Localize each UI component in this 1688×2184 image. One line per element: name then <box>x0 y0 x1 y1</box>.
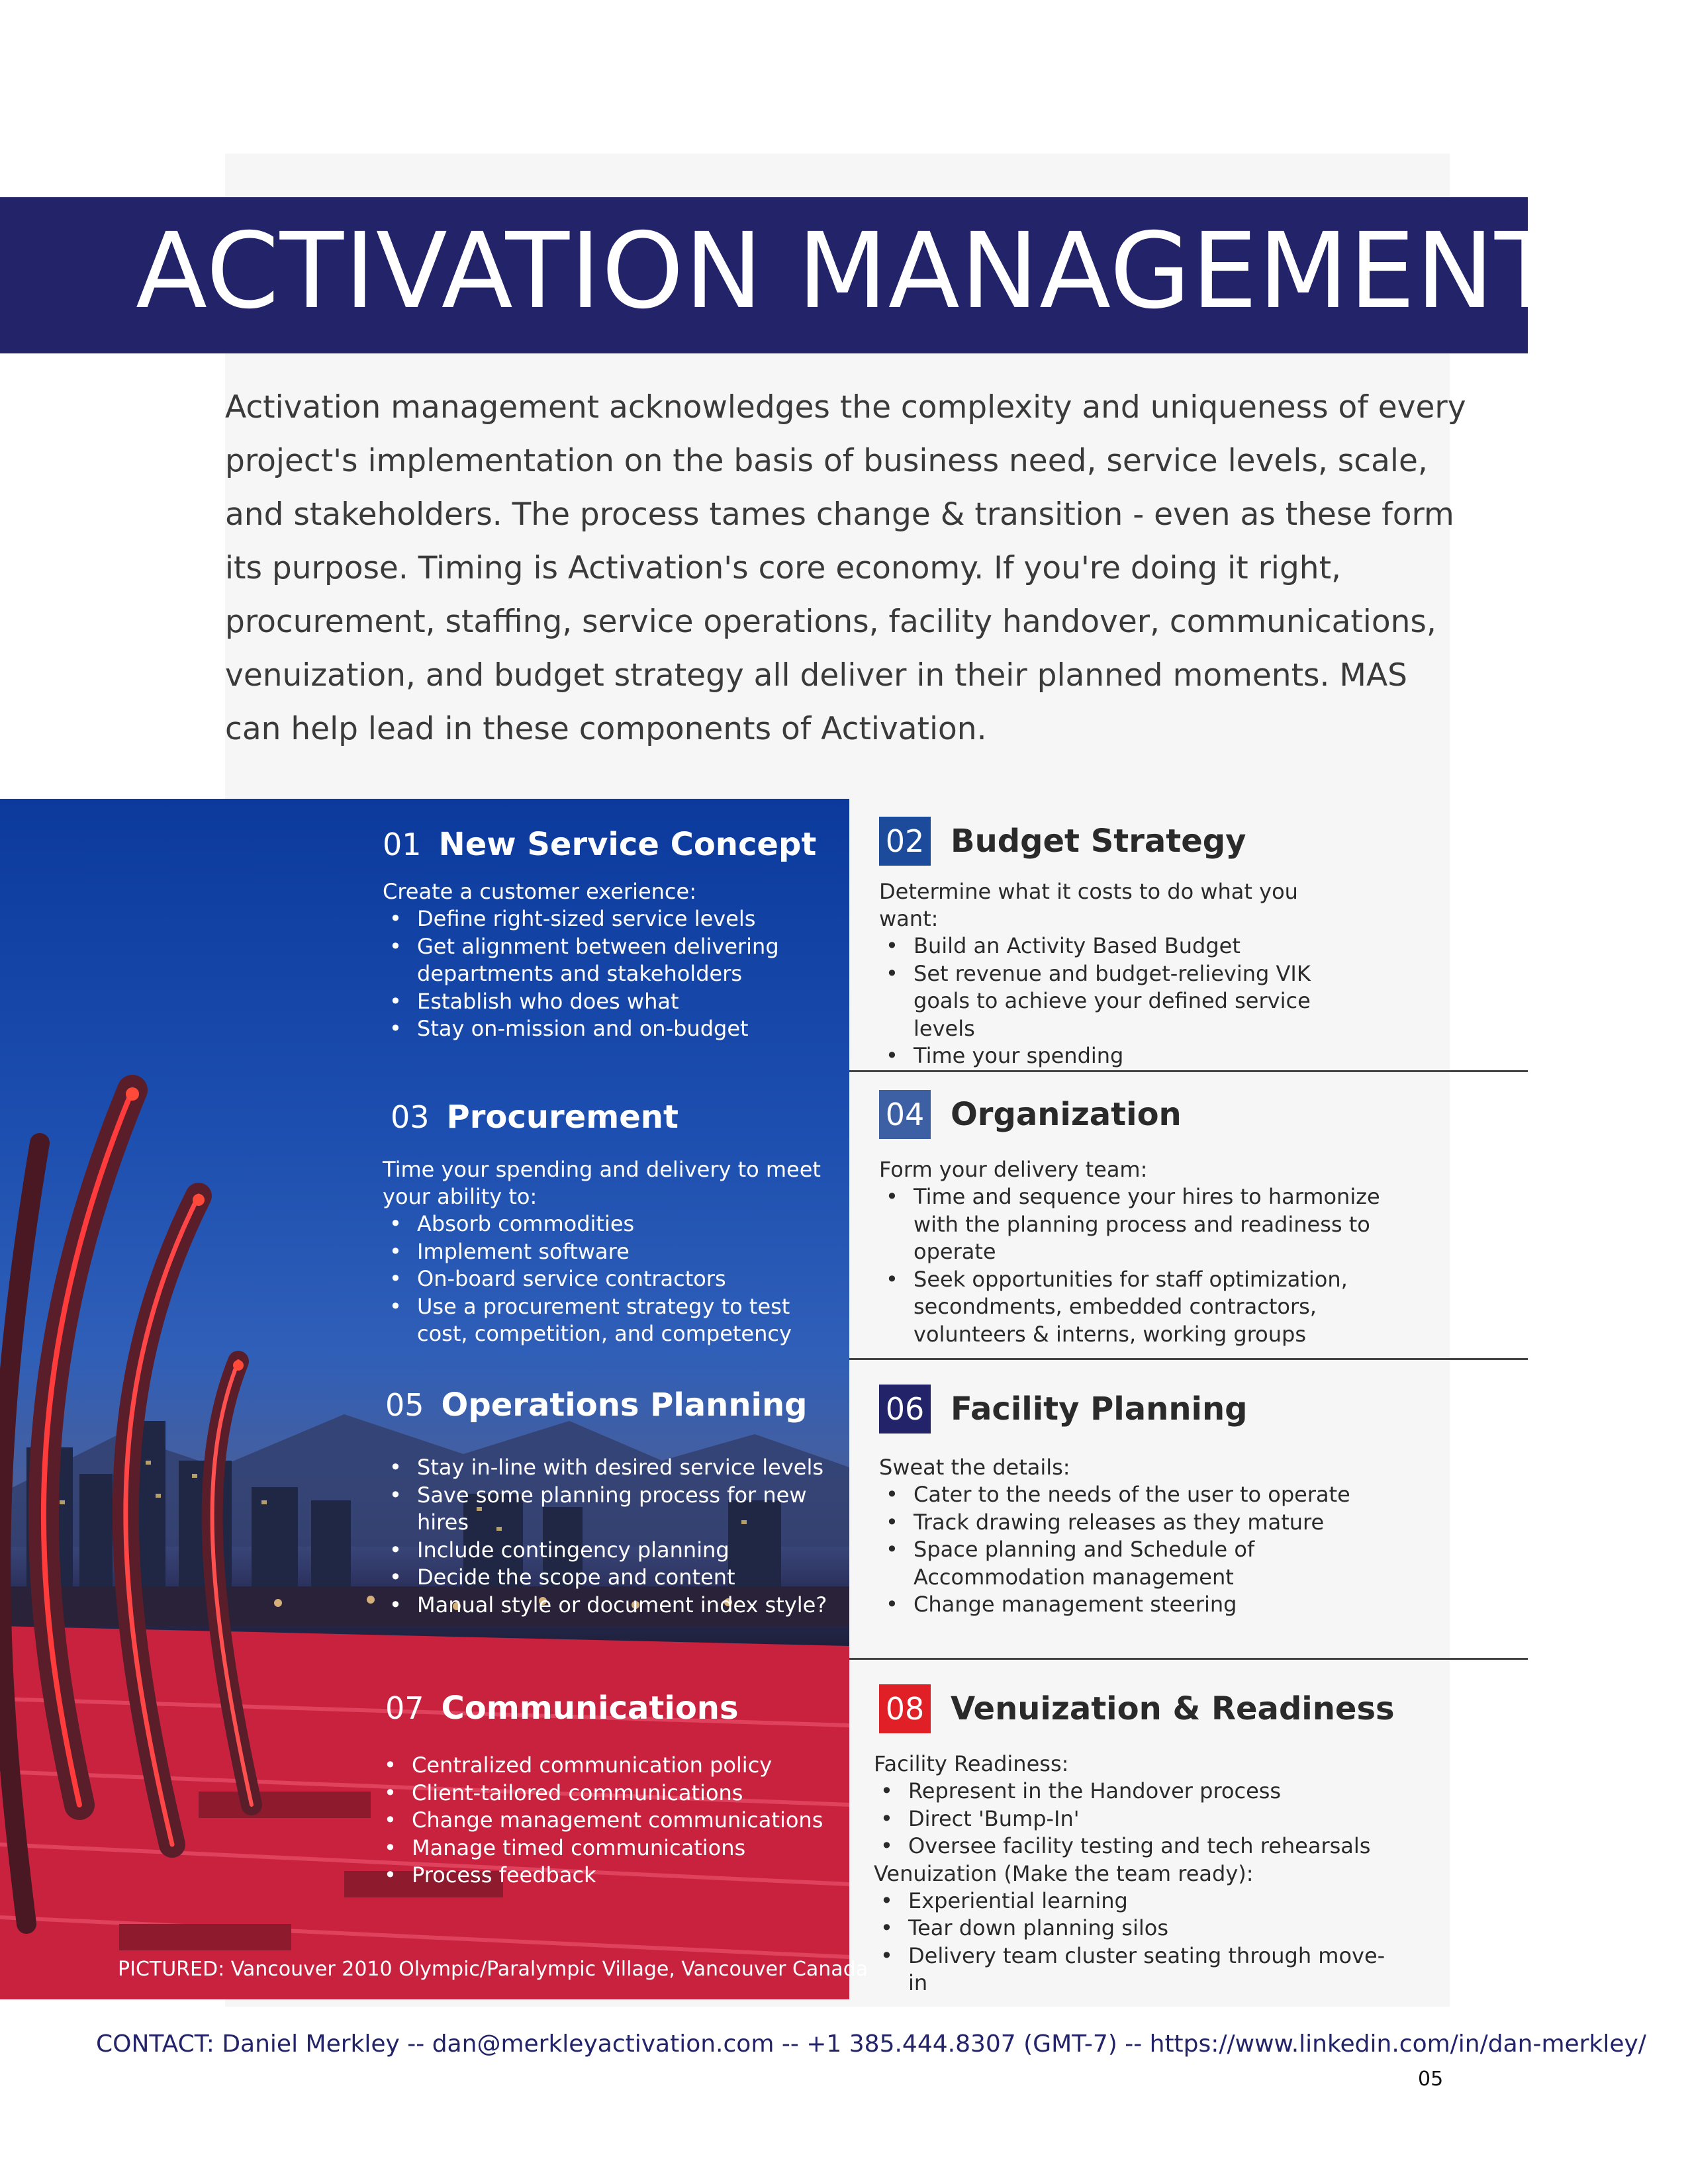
section-02-number: 02 <box>879 817 931 866</box>
list-item: • Client-tailored communications <box>377 1780 841 1807</box>
section-08-body <box>874 1751 1403 1997</box>
section-04-list <box>879 1183 1382 1348</box>
photo-caption: PICTURED: Vancouver 2010 Olympic/Paralympic Village, Vancouver Canada <box>118 1958 868 1981</box>
section-01-body <box>383 878 833 1043</box>
list-item: • Absorb commodities <box>383 1210 833 1238</box>
section-01-title: New Service Concept <box>438 826 817 863</box>
section-08-title: Venuization & Readiness <box>951 1690 1395 1727</box>
section-06-list <box>879 1481 1382 1619</box>
section-06-header <box>879 1385 1247 1433</box>
section-06-title: Facility Planning <box>951 1390 1248 1428</box>
list-item: • Save some planning process for new hires <box>383 1482 833 1537</box>
section-08-lead-2: Venuization (Make the team ready): <box>874 1860 1254 1886</box>
page-title: ACTIVATION MANAGEMENT <box>136 210 1560 332</box>
list-item: • Seek opportunities for staff optimization, secondments, embedded contractors, volunteers & interns, working groups <box>879 1266 1382 1349</box>
section-05-body <box>383 1454 833 1619</box>
section-08-header <box>879 1684 1395 1733</box>
section-03-title: Procurement <box>446 1099 679 1136</box>
section-02-body <box>879 878 1356 1070</box>
list-item: • Establish who does what <box>383 988 833 1016</box>
list-item: • Time your spending <box>879 1042 1356 1070</box>
list-item: • Direct 'Bump-In' <box>874 1805 1403 1833</box>
section-08-lead: Facility Readiness: <box>874 1751 1069 1776</box>
list-item: • Get alignment between delivering departments and stakeholders <box>383 933 833 988</box>
section-06-lead: Sweat the details: <box>879 1455 1070 1480</box>
section-05-title: Operations Planning <box>441 1387 808 1424</box>
divider <box>849 1358 1528 1360</box>
list-item: • Change management communications <box>377 1807 841 1835</box>
section-03-number: 03 <box>391 1099 430 1135</box>
list-item: • Track drawing releases as they mature <box>879 1509 1382 1537</box>
divider <box>849 1070 1528 1072</box>
section-02-lead: Determine what it costs to do what you want: <box>879 879 1298 931</box>
section-03-lead: Time your spending and delivery to meet your ability to: <box>383 1157 821 1209</box>
section-02-header <box>879 817 1246 866</box>
section-03-header <box>391 1099 679 1136</box>
section-03-body <box>383 1156 833 1348</box>
list-item: • Change management steering <box>879 1591 1382 1619</box>
list-item: • Define right-sized service levels <box>383 905 833 933</box>
section-07-body <box>377 1752 841 1889</box>
list-item: • Space planning and Schedule of Accommodation management <box>879 1536 1382 1591</box>
section-04-title: Organization <box>951 1096 1182 1133</box>
section-08-list <box>874 1778 1403 1860</box>
section-07-title: Communications <box>441 1690 739 1727</box>
list-item: • Cater to the needs of the user to operate <box>879 1481 1382 1509</box>
section-07-number: 07 <box>385 1690 424 1726</box>
section-02-title: Budget Strategy <box>951 823 1246 860</box>
section-02-list <box>879 933 1356 1070</box>
list-item: • Set revenue and budget-relieving VIK goals to achieve your defined service levels <box>879 960 1356 1043</box>
list-item: • On-board service contractors <box>383 1265 833 1293</box>
section-06-number: 06 <box>879 1385 931 1433</box>
list-item: • Experiential learning <box>874 1888 1403 1915</box>
list-item: • Process feedback <box>377 1862 841 1889</box>
list-item: • Represent in the Handover process <box>874 1778 1403 1805</box>
section-07-header <box>385 1690 739 1727</box>
contact-line: CONTACT: Daniel Merkley -- dan@merkleyactivation.com -- +1 385.444.8307 (GMT-7) -- https://www.linkedin.com/in/dan-merkley/ <box>96 2030 1646 2058</box>
list-item: • Use a procurement strategy to test cost, competition, and competency <box>383 1293 833 1348</box>
section-05-header <box>385 1387 808 1424</box>
divider <box>849 1658 1528 1660</box>
list-item: • Manual style or document index style? <box>383 1592 833 1619</box>
section-01-lead: Create a customer exerience: <box>383 879 696 904</box>
section-01-list <box>383 905 833 1043</box>
list-item: • Time and sequence your hires to harmonize with the planning process and readiness to operate <box>879 1183 1382 1266</box>
list-item: • Centralized communication policy <box>377 1752 841 1780</box>
list-item: • Include contingency planning <box>383 1537 833 1565</box>
list-item: • Stay on-mission and on-budget <box>383 1015 833 1043</box>
list-item: • Manage timed communications <box>377 1835 841 1862</box>
section-05-list <box>383 1454 833 1619</box>
list-item: • Delivery team cluster seating through move-in <box>874 1942 1403 1997</box>
section-01-number: 01 <box>383 827 422 862</box>
section-05-number: 05 <box>385 1387 424 1423</box>
section-01-header <box>383 826 816 863</box>
section-04-lead: Form your delivery team: <box>879 1157 1148 1182</box>
section-04-header <box>879 1090 1182 1139</box>
list-item: • Build an Activity Based Budget <box>879 933 1356 960</box>
section-04-body <box>879 1156 1382 1348</box>
list-item: • Stay in-line with desired service levels <box>383 1454 833 1482</box>
page-number: 05 <box>1418 2068 1444 2091</box>
section-04-number: 04 <box>879 1090 931 1139</box>
intro-paragraph: Activation management acknowledges the complexity and uniqueness of every project's implementation on the basis of business need, service levels, scale, and stakeholders. The process tames change & transition - even as these form its purpose. Timing is Activation's core economy. If you're doing it right, procurement, staffing, service operations, facility handover, communications, venuization, and budget strategy all deliver in their planned moments. MAS can help lead in these components of Activation. <box>225 389 1466 747</box>
section-08-list-2 <box>874 1888 1403 1997</box>
section-06-body <box>879 1454 1382 1619</box>
section-08-number: 08 <box>879 1684 931 1733</box>
list-item: • Tear down planning silos <box>874 1915 1403 1942</box>
section-03-list <box>383 1210 833 1348</box>
section-07-list <box>377 1752 841 1889</box>
list-item: • Implement software <box>383 1238 833 1266</box>
list-item: • Decide the scope and content <box>383 1564 833 1592</box>
list-item: • Oversee facility testing and tech rehearsals <box>874 1833 1403 1860</box>
